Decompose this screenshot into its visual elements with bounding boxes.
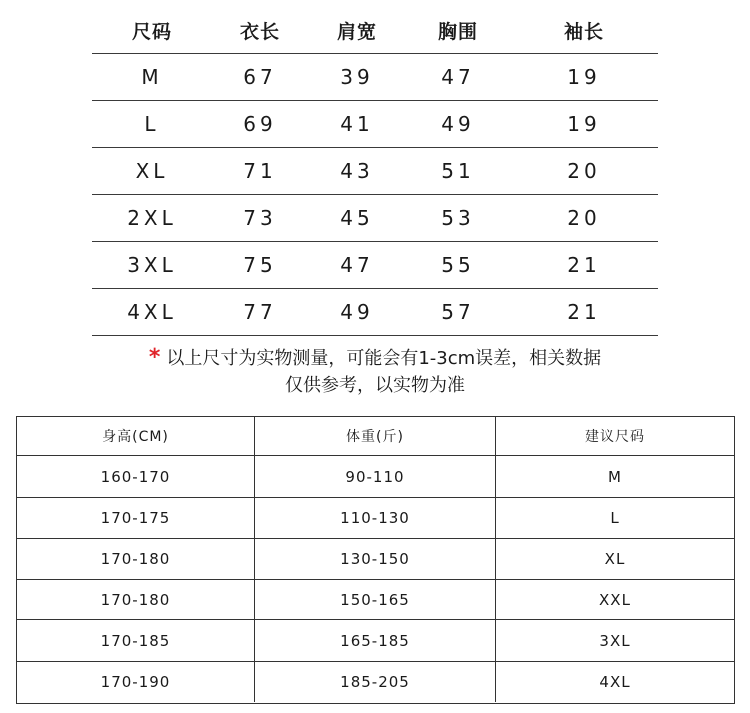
length-cell: 75 bbox=[243, 253, 277, 277]
shoulder-cell: 39 bbox=[340, 65, 374, 89]
header-suggested-size: 建议尺码 bbox=[585, 429, 645, 445]
length-cell: 73 bbox=[243, 206, 277, 230]
chest-cell: 47 bbox=[441, 65, 475, 89]
shoulder-cell: 49 bbox=[340, 300, 374, 324]
table-row bbox=[17, 456, 734, 498]
header-size: 尺码 bbox=[131, 21, 172, 43]
table-row bbox=[92, 101, 658, 148]
height-cell: 170-180 bbox=[17, 539, 255, 579]
size-chart-header-row bbox=[92, 8, 658, 54]
size-cell: XL bbox=[135, 159, 169, 183]
suggested-size-cell: XXL bbox=[599, 590, 631, 609]
size-cell: L bbox=[144, 112, 160, 136]
height-cell: 160-170 bbox=[17, 456, 255, 497]
table-row bbox=[17, 498, 734, 539]
header-sleeve: 袖长 bbox=[563, 21, 604, 43]
chest-cell: 51 bbox=[441, 159, 475, 183]
weight-cell: 165-185 bbox=[255, 620, 496, 661]
length-cell: 71 bbox=[243, 159, 277, 183]
size-chart-table bbox=[92, 8, 658, 336]
recommendation-header-row bbox=[17, 417, 734, 456]
shoulder-cell: 43 bbox=[340, 159, 374, 183]
sleeve-cell: 19 bbox=[567, 65, 601, 89]
table-row bbox=[92, 195, 658, 242]
table-row bbox=[17, 620, 734, 662]
sleeve-cell: 21 bbox=[567, 300, 601, 324]
shoulder-cell: 45 bbox=[340, 206, 374, 230]
suggested-size-cell: 3XL bbox=[599, 631, 631, 650]
table-row bbox=[17, 539, 734, 580]
shoulder-cell: 47 bbox=[340, 253, 374, 277]
table-row bbox=[17, 580, 734, 620]
weight-cell: 110-130 bbox=[255, 498, 496, 538]
chest-cell: 55 bbox=[441, 253, 475, 277]
suggested-size-cell: 4XL bbox=[599, 673, 631, 691]
weight-cell: 185-205 bbox=[255, 662, 496, 702]
header-weight: 体重(斤) bbox=[255, 417, 496, 455]
table-row bbox=[92, 242, 658, 289]
shoulder-cell: 41 bbox=[340, 112, 374, 136]
table-row bbox=[92, 289, 658, 336]
weight-cell: 90-110 bbox=[255, 456, 496, 497]
height-cell: 170-185 bbox=[17, 620, 255, 661]
size-cell: 3XL bbox=[127, 253, 177, 277]
height-cell: 170-190 bbox=[17, 662, 255, 702]
sleeve-cell: 20 bbox=[567, 206, 601, 230]
size-cell: 4XL bbox=[127, 300, 177, 324]
suggested-size-cell: L bbox=[610, 509, 620, 527]
table-row bbox=[92, 54, 658, 101]
header-shoulder: 肩宽 bbox=[336, 21, 377, 43]
table-row bbox=[17, 662, 734, 702]
length-cell: 77 bbox=[243, 300, 277, 324]
suggested-size-cell: M bbox=[608, 467, 622, 486]
length-cell: 69 bbox=[243, 112, 277, 136]
size-cell: 2XL bbox=[127, 206, 177, 230]
note-line-1 bbox=[0, 344, 750, 372]
height-cell: 170-180 bbox=[17, 580, 255, 619]
suggested-size-cell: XL bbox=[604, 550, 626, 568]
weight-cell: 130-150 bbox=[255, 539, 496, 579]
sleeve-cell: 21 bbox=[567, 253, 601, 277]
chest-cell: 49 bbox=[441, 112, 475, 136]
measurement-note bbox=[0, 344, 750, 399]
sleeve-cell: 20 bbox=[567, 159, 601, 183]
note-text-1: 以上尺寸为实物测量，可能会有1-3cm误差，相关数据 bbox=[166, 348, 602, 369]
chest-cell: 57 bbox=[441, 300, 475, 324]
note-line-2: 仅供参考，以实物为准 bbox=[285, 375, 465, 396]
size-cell: M bbox=[141, 65, 163, 89]
weight-cell: 150-165 bbox=[255, 580, 496, 619]
height-cell: 170-175 bbox=[17, 498, 255, 538]
header-length: 衣长 bbox=[239, 21, 280, 43]
size-recommendation-table bbox=[16, 416, 735, 704]
asterisk-icon: * bbox=[148, 345, 161, 370]
chest-cell: 53 bbox=[441, 206, 475, 230]
header-height: 身高(CM) bbox=[17, 417, 255, 455]
sleeve-cell: 19 bbox=[567, 112, 601, 136]
table-row bbox=[92, 148, 658, 195]
length-cell: 67 bbox=[243, 65, 277, 89]
header-chest: 胸围 bbox=[437, 21, 478, 43]
